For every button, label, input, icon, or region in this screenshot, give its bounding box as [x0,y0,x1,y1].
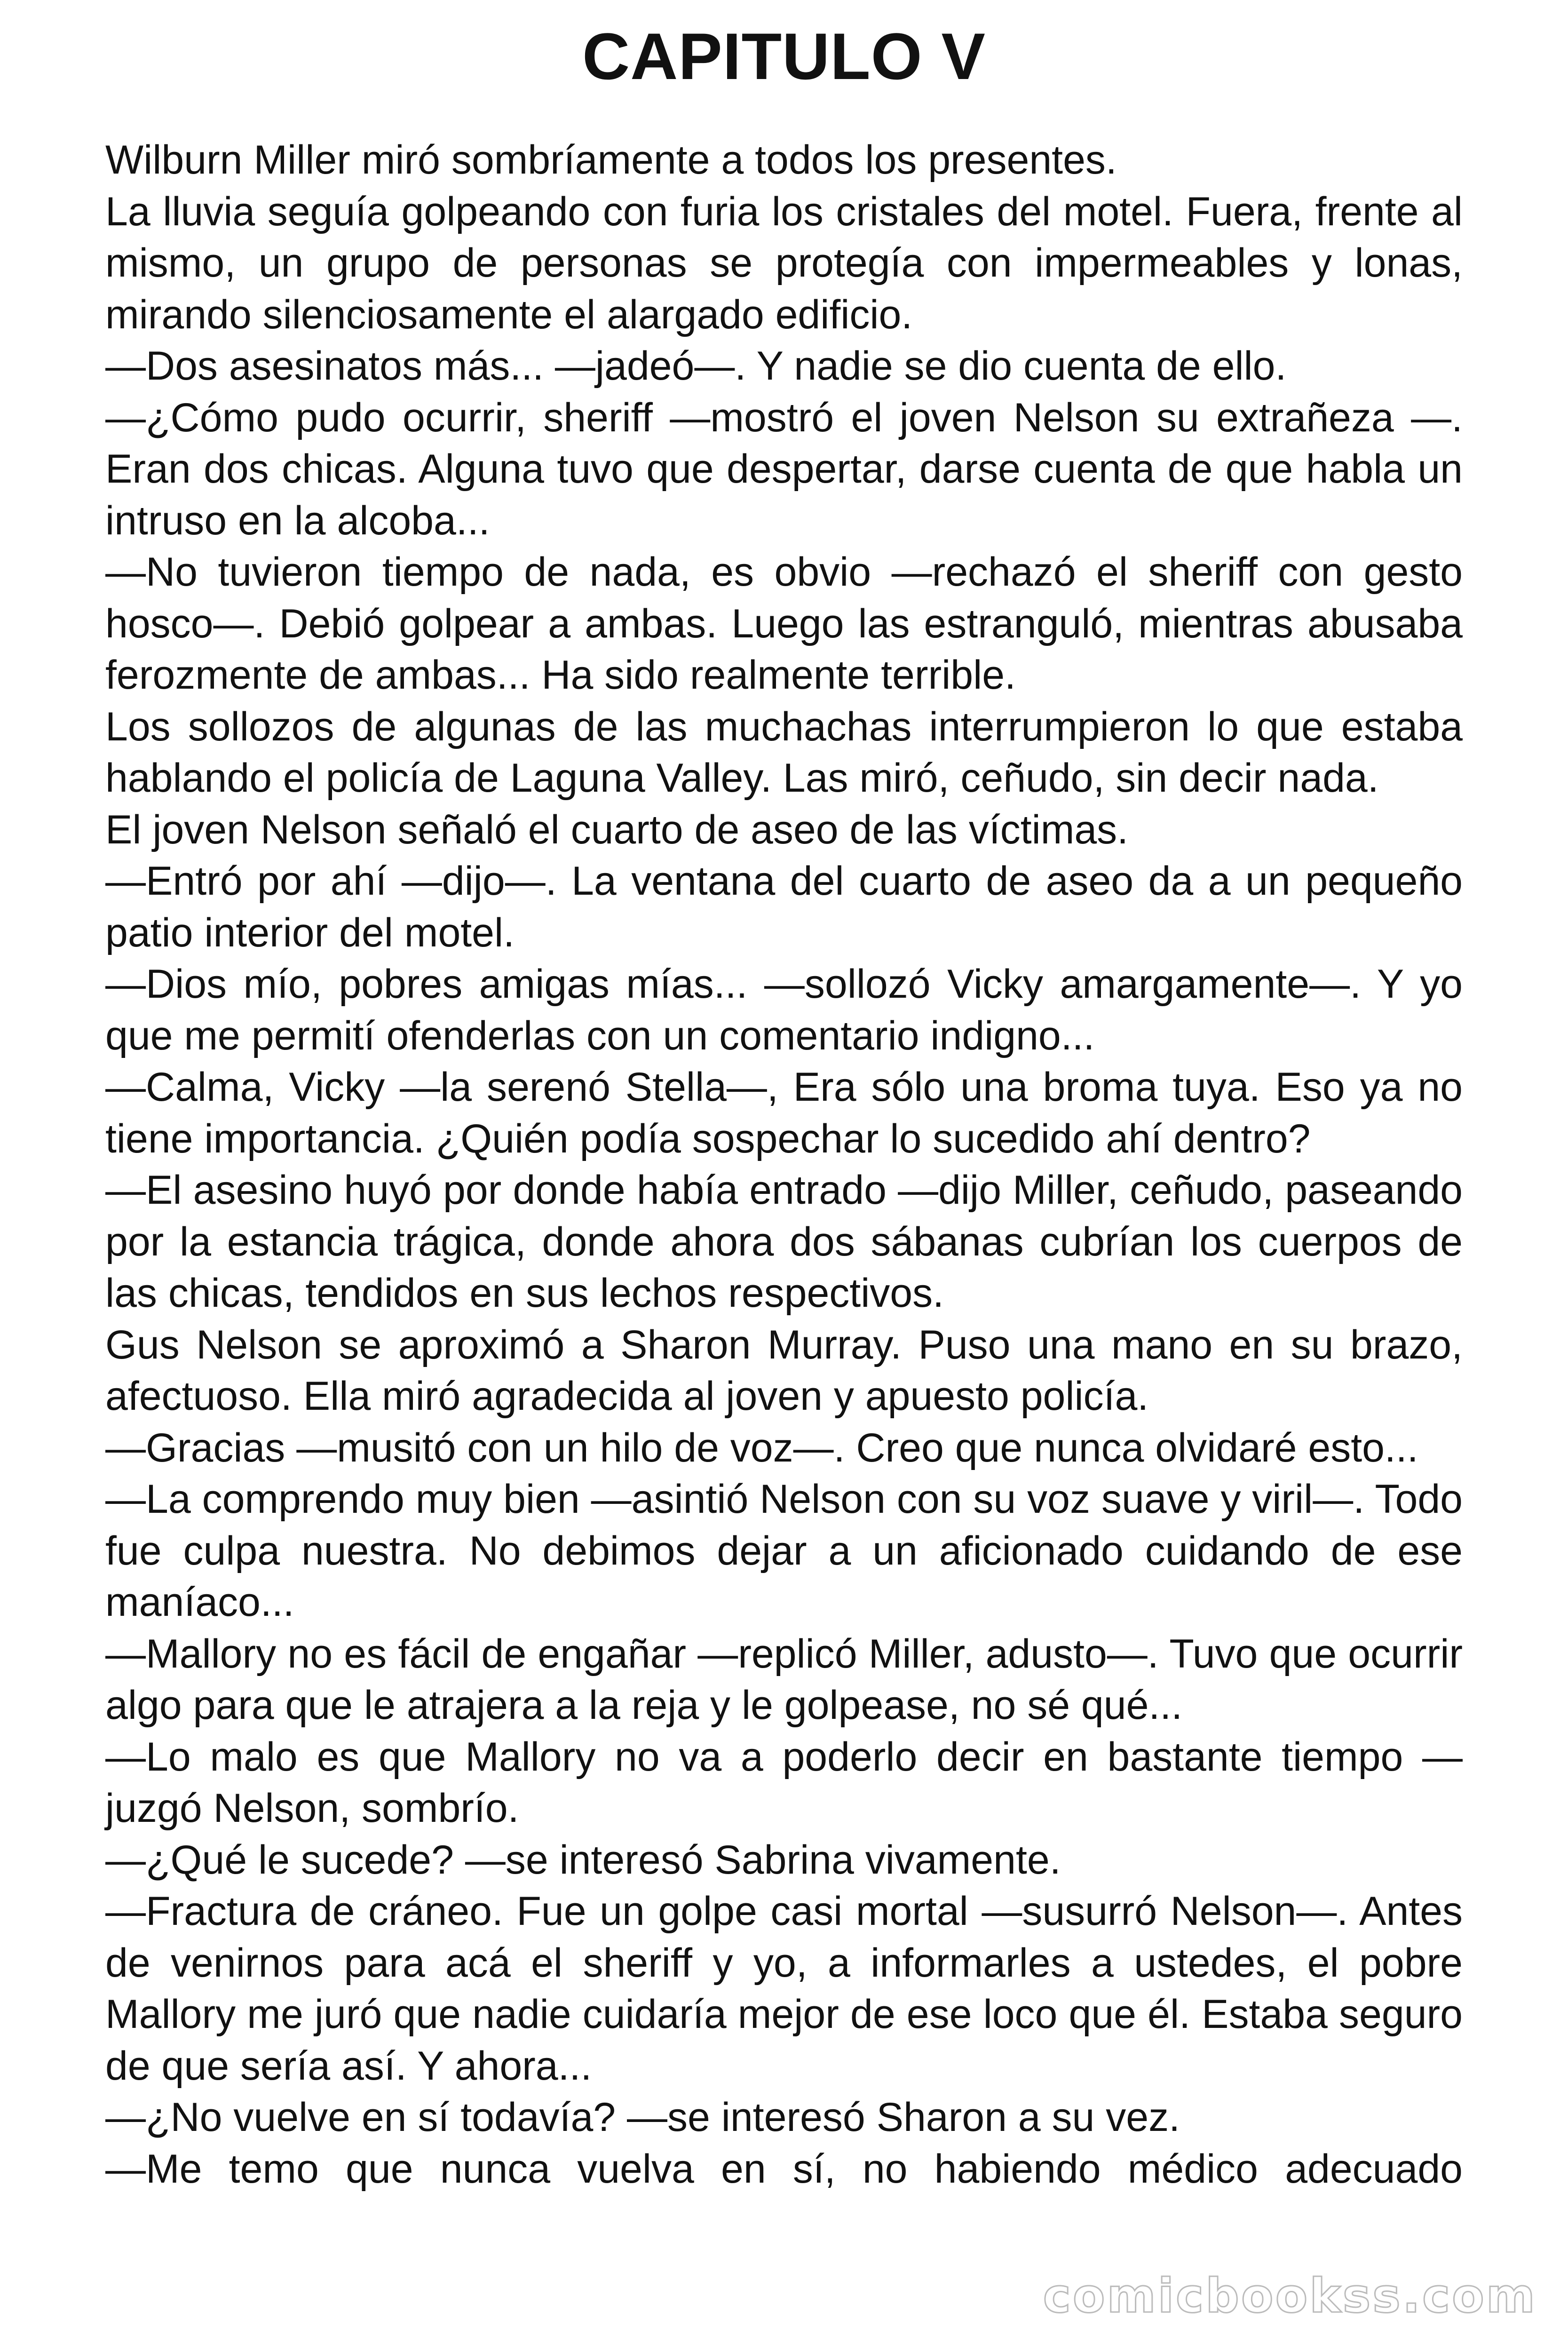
paragraph: —La comprendo muy bien —asintió Nelson con su voz suave y viril—. Todo fue culpa nuestra. No debimos dejar a un aficionado cuidando de ese maníaco... [105,1477,1463,1625]
chapter-title: CAPITULO V [582,19,986,93]
paragraph: Wilburn Miller miró sombríamente a todos los presentes. [105,137,1117,183]
paragraph: —Mallory no es fácil de engañar —replicó Miller, adusto—. Tuvo que ocurrir algo para que le atrajera a la reja y le golpease, no sé qué... [105,1631,1463,1728]
paragraph: —¿Cómo pudo ocurrir, sheriff —mostró el joven Nelson su extrañeza —. Eran dos chicas. Alguna tuvo que despertar, darse cuenta de que habla un intruso en la alcoba... [105,395,1463,543]
paragraph: —Entró por ahí —dijo—. La ventana del cuarto de aseo da a un pequeño patio interior del motel. [105,858,1463,955]
paragraph: —Fractura de cráneo. Fue un golpe casi mortal —susurró Nelson—. Antes de venirnos para acá el sheriff y yo, a informarles a ustedes, el pobre Mallory me juró que nadie cuidaría mejor de ese loco que él. Estaba seguro de que sería así. Y ahora... [105,1889,1463,2089]
paragraph: —No tuvieron tiempo de nada, es obvio —rechazó el sheriff con gesto hosco—. Debió golpear a ambas. Luego las estranguló, mientras abusaba ferozmente de ambas... Ha sido realmente terrible. [105,549,1463,698]
paragraph: —Calma, Vicky —la serenó Stella—, Era sólo una broma tuya. Eso ya no tiene importancia. ¿Quién podía sospechar lo sucedido ahí dentro? [105,1065,1463,1161]
paragraph: Los sollozos de algunas de las muchachas interrumpieron lo que estaba hablando el policía de Laguna Valley. Las miró, ceñudo, sin decir nada. [105,704,1463,801]
paragraph: La lluvia seguía golpeando con furia los cristales del motel. Fuera, frente al mismo, un grupo de personas se protegía con impermeables y lonas, mirando silenciosamente el alargado edificio. [105,189,1463,337]
paragraph: —Dios mío, pobres amigas mías... —sollozó Vicky amargamente—. Y yo que me permití ofenderlas con un comentario indigno... [105,961,1463,1058]
paragraph: —Me temo que nunca vuelva en sí, no habiendo médico adecuado [105,2146,1463,2192]
paragraph: El joven Nelson señaló el cuarto de aseo de las víctimas. [105,807,1129,852]
paragraph: Gus Nelson se aproximó a Sharon Murray. Puso una mano en su brazo, afectuoso. Ella miró agradecida al joven y apuesto policía. [105,1322,1463,1419]
paragraph: —El asesino huyó por donde había entrado —dijo Miller, ceñudo, paseando por la estancia trágica, donde ahora dos sábanas cubrían los cuerpos de las chicas, tendidos en sus lechos respectivos. [105,1168,1463,1316]
paragraph: —¿No vuelve en sí todavía? —se interesó Sharon a su vez. [105,2095,1180,2140]
paragraph: —¿Qué le sucede? —se interesó Sabrina vivamente. [105,1837,1061,1883]
watermark-logo: comicbookss.com [1043,2268,1537,2323]
body-text [105,135,1463,2195]
paragraph: —Dos asesinatos más... —jadeó—. Y nadie se dio cuenta de ello. [105,343,1287,389]
paragraph: —Lo malo es que Mallory no va a poderlo decir en bastante tiempo — juzgó Nelson, sombrío. [105,1734,1463,1831]
paragraph: —Gracias —musitó con un hilo de voz—. Creo que nunca olvidaré esto... [105,1425,1418,1470]
